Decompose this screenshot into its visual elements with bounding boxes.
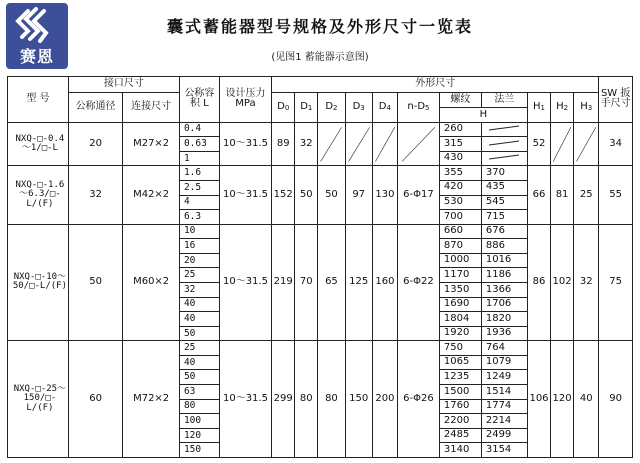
thread-cell: 355 bbox=[439, 166, 481, 181]
sw-cell: 34 bbox=[599, 122, 633, 166]
volume-cell: 80 bbox=[179, 399, 219, 414]
flange-cell: 1016 bbox=[481, 253, 527, 268]
thread-cell: 2485 bbox=[439, 428, 481, 443]
header-h: H bbox=[439, 108, 527, 123]
h3-cell bbox=[574, 122, 599, 166]
nd5-cell: 6-Φ26 bbox=[397, 341, 439, 458]
flange-cell: 3154 bbox=[481, 443, 527, 458]
h2-cell: 102 bbox=[551, 224, 574, 341]
h1-cell: 106 bbox=[527, 341, 550, 458]
nominal-bore-cell: 20 bbox=[68, 122, 123, 166]
nd5-cell: 6-Φ22 bbox=[397, 224, 439, 341]
header-volume: 公称容积 L bbox=[179, 77, 219, 123]
volume-cell: 10 bbox=[179, 224, 219, 239]
header-d2: $D_2$ bbox=[318, 93, 345, 122]
nd5-cell: 6-Φ17 bbox=[397, 166, 439, 224]
d3-cell: 150 bbox=[345, 341, 372, 458]
d1-cell: 80 bbox=[295, 341, 318, 458]
flange-cell: 2499 bbox=[481, 428, 527, 443]
d3-cell bbox=[345, 122, 372, 166]
h3-cell: 25 bbox=[574, 166, 599, 224]
d1-cell: 50 bbox=[295, 166, 318, 224]
flange-cell: 545 bbox=[481, 195, 527, 210]
volume-cell: 50 bbox=[179, 370, 219, 385]
flange-cell: 2214 bbox=[481, 414, 527, 429]
sw-cell: 75 bbox=[599, 224, 633, 341]
volume-cell: 4 bbox=[179, 195, 219, 210]
header-h1: $H_1$ bbox=[527, 93, 550, 122]
d0-cell: 219 bbox=[272, 224, 295, 341]
flange-dash-icon bbox=[487, 125, 521, 131]
volume-cell: 16 bbox=[179, 239, 219, 254]
header-port-size: 接口尺寸 bbox=[68, 77, 179, 93]
flange-cell: 1249 bbox=[481, 370, 527, 385]
thread-cell: 530 bbox=[439, 195, 481, 210]
header-sw: SW 扳手尺寸 bbox=[599, 77, 633, 123]
volume-cell: 40 bbox=[179, 297, 219, 312]
flange-cell: 370 bbox=[481, 166, 527, 181]
flange-cell: 1186 bbox=[481, 268, 527, 283]
thread-cell: 2200 bbox=[439, 414, 481, 429]
thread-cell: 1000 bbox=[439, 253, 481, 268]
header-outline: 外形尺寸 bbox=[272, 77, 599, 93]
thread-cell: 430 bbox=[439, 151, 481, 166]
model-cell: NXQ-□-25～150/□-L/(F) bbox=[8, 341, 69, 458]
slash-icon bbox=[318, 123, 344, 166]
flange-cell: 435 bbox=[481, 180, 527, 195]
volume-cell: 120 bbox=[179, 428, 219, 443]
d1-cell: 70 bbox=[295, 224, 318, 341]
volume-cell: 20 bbox=[179, 253, 219, 268]
h3-cell: 40 bbox=[574, 341, 599, 458]
header-h2: $H_2$ bbox=[551, 93, 574, 122]
volume-cell: 25 bbox=[179, 268, 219, 283]
header-h3: $H_3$ bbox=[574, 93, 599, 122]
thread-cell: 700 bbox=[439, 210, 481, 225]
nominal-bore-cell: 60 bbox=[68, 341, 123, 458]
page-title: 囊式蓄能器型号规格及外形尺寸一览表 bbox=[166, 17, 473, 36]
thread-cell: 315 bbox=[439, 137, 481, 152]
volume-cell: 1 bbox=[179, 151, 219, 166]
d3-cell: 125 bbox=[345, 224, 372, 341]
thread-cell: 750 bbox=[439, 341, 481, 356]
d2-cell: 50 bbox=[318, 166, 345, 224]
table-row bbox=[8, 341, 633, 356]
thread-cell: 1350 bbox=[439, 282, 481, 297]
thread-cell: 3140 bbox=[439, 443, 481, 458]
thread-cell: 1500 bbox=[439, 385, 481, 400]
h2-cell: 81 bbox=[551, 166, 574, 224]
flange-cell: 1366 bbox=[481, 282, 527, 297]
flange-cell: 1936 bbox=[481, 326, 527, 341]
connection-size-cell: M60×2 bbox=[123, 224, 180, 341]
slash-icon bbox=[574, 123, 598, 166]
model-cell: NXQ-□-1.6～6.3/□-L/(F) bbox=[8, 166, 69, 224]
volume-cell: 150 bbox=[179, 443, 219, 458]
volume-cell: 6.3 bbox=[179, 210, 219, 225]
slash-icon bbox=[551, 123, 573, 166]
flange-cell bbox=[481, 122, 527, 137]
volume-cell: 0.4 bbox=[179, 122, 219, 137]
flange-cell bbox=[481, 151, 527, 166]
flange-cell: 676 bbox=[481, 224, 527, 239]
slash-icon bbox=[373, 123, 397, 166]
sw-cell: 55 bbox=[599, 166, 633, 224]
thread-cell: 260 bbox=[439, 122, 481, 137]
h2-cell bbox=[551, 122, 574, 166]
thread-cell: 1804 bbox=[439, 312, 481, 327]
d4-cell: 160 bbox=[372, 224, 397, 341]
flange-cell: 1820 bbox=[481, 312, 527, 327]
table-row bbox=[8, 122, 633, 137]
thread-cell: 660 bbox=[439, 224, 481, 239]
pressure-cell: 10～31.5 bbox=[219, 224, 271, 341]
d0-cell: 299 bbox=[272, 341, 295, 458]
slash-icon bbox=[398, 123, 439, 166]
header-d0: $D_0$ bbox=[272, 93, 295, 122]
pressure-cell: 10～31.5 bbox=[219, 341, 271, 458]
volume-cell: 1.6 bbox=[179, 166, 219, 181]
header-d4: $D_4$ bbox=[372, 93, 397, 122]
flange-cell: 1706 bbox=[481, 297, 527, 312]
model-cell: NXQ-□-10～50/□-L/(F) bbox=[8, 224, 69, 341]
h1-cell: 66 bbox=[527, 166, 550, 224]
h2-cell: 120 bbox=[551, 341, 574, 458]
d2-cell: 65 bbox=[318, 224, 345, 341]
flange-dash-icon bbox=[487, 140, 521, 146]
d2-cell: 80 bbox=[318, 341, 345, 458]
pressure-cell: 10～31.5 bbox=[219, 122, 271, 166]
connection-size-cell: M27×2 bbox=[123, 122, 180, 166]
thread-cell: 1235 bbox=[439, 370, 481, 385]
volume-cell: 63 bbox=[179, 385, 219, 400]
header-d1: $D_1$ bbox=[295, 93, 318, 122]
thread-cell: 1170 bbox=[439, 268, 481, 283]
h1-cell: 86 bbox=[527, 224, 550, 341]
nominal-bore-cell: 50 bbox=[68, 224, 123, 341]
d2-cell bbox=[318, 122, 345, 166]
thread-cell: 1760 bbox=[439, 399, 481, 414]
flange-dash-icon bbox=[487, 154, 521, 160]
header-nominal-bore: 公称通径 bbox=[68, 93, 123, 122]
volume-cell: 100 bbox=[179, 414, 219, 429]
volume-cell: 40 bbox=[179, 312, 219, 327]
volume-cell: 2.5 bbox=[179, 180, 219, 195]
connection-size-cell: M72×2 bbox=[123, 341, 180, 458]
h1-cell: 52 bbox=[527, 122, 550, 166]
d1-cell: 32 bbox=[295, 122, 318, 166]
d0-cell: 89 bbox=[272, 122, 295, 166]
thread-cell: 1920 bbox=[439, 326, 481, 341]
volume-cell: 32 bbox=[179, 282, 219, 297]
flange-cell: 715 bbox=[481, 210, 527, 225]
nominal-bore-cell: 32 bbox=[68, 166, 123, 224]
flange-cell: 1774 bbox=[481, 399, 527, 414]
thread-cell: 420 bbox=[439, 180, 481, 195]
table-row bbox=[8, 224, 633, 239]
pressure-cell: 10～31.5 bbox=[219, 166, 271, 224]
d4-cell: 130 bbox=[372, 166, 397, 224]
flange-cell: 886 bbox=[481, 239, 527, 254]
d0-cell: 152 bbox=[272, 166, 295, 224]
volume-cell: 0.63 bbox=[179, 137, 219, 152]
table-row bbox=[8, 166, 633, 181]
flange-cell: 1514 bbox=[481, 385, 527, 400]
volume-cell: 40 bbox=[179, 355, 219, 370]
header-flange: 法兰 bbox=[481, 93, 527, 108]
header-d3: $D_3$ bbox=[345, 93, 372, 122]
spec-table bbox=[7, 76, 633, 458]
flange-cell: 764 bbox=[481, 341, 527, 356]
d4-cell bbox=[372, 122, 397, 166]
thread-cell: 1065 bbox=[439, 355, 481, 370]
flange-cell bbox=[481, 137, 527, 152]
flange-cell: 1079 bbox=[481, 355, 527, 370]
slash-icon bbox=[346, 123, 372, 166]
thread-cell: 1690 bbox=[439, 297, 481, 312]
header-nd5: $n-D_5$ bbox=[397, 93, 439, 122]
header-connection-size: 连接尺寸 bbox=[123, 93, 180, 122]
volume-cell: 50 bbox=[179, 326, 219, 341]
d3-cell: 97 bbox=[345, 166, 372, 224]
thread-cell: 870 bbox=[439, 239, 481, 254]
sw-cell: 90 bbox=[599, 341, 633, 458]
header-model: 型 号 bbox=[8, 77, 69, 123]
d4-cell: 200 bbox=[372, 341, 397, 458]
header-thread: 螺纹 bbox=[439, 93, 481, 108]
page-subtitle: (见图1 蓄能器示意图) bbox=[271, 52, 369, 63]
header-pressure: 设计压力 MPa bbox=[219, 77, 271, 123]
logo-brand-text: 赛恩 bbox=[19, 47, 54, 66]
nd5-cell bbox=[397, 122, 439, 166]
h3-cell: 32 bbox=[574, 224, 599, 341]
volume-cell: 25 bbox=[179, 341, 219, 356]
connection-size-cell: M42×2 bbox=[123, 166, 180, 224]
model-cell: NXQ-□-0.4～1/□-L bbox=[8, 122, 69, 166]
